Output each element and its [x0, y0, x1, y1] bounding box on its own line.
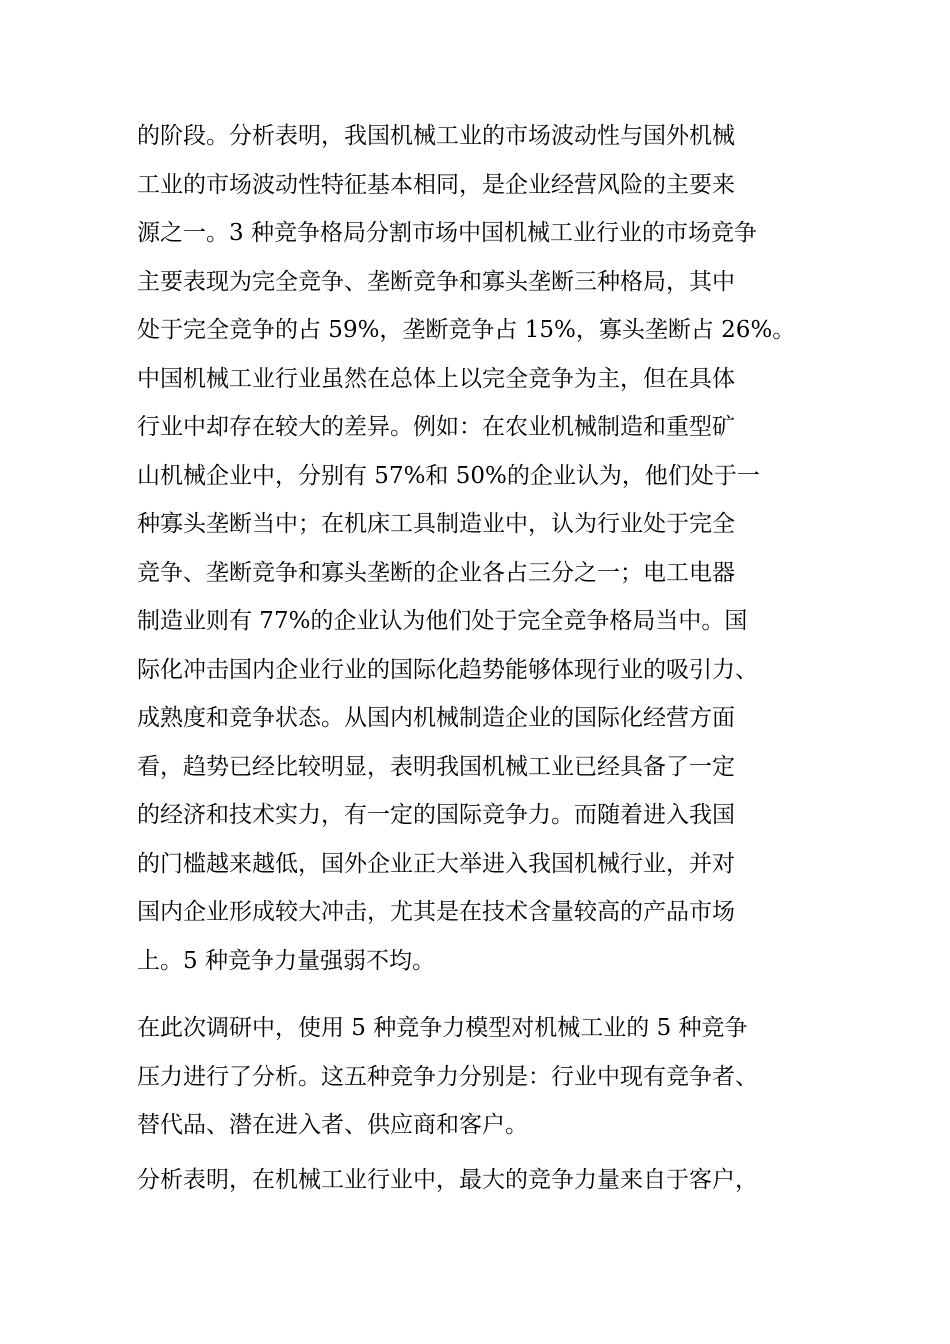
text-line: 在此次调研中，使用 5 种竞争力模型对机械工业的 5 种竞争 [137, 1015, 748, 1041]
text-line: 主要表现为完全竞争、垄断竞争和寡头垄断三种格局，其中 [137, 268, 735, 295]
text-line: 看，趋势已经比较明显，表明我国机械工业已经具备了一定 [137, 753, 735, 780]
paragraph-2 [137, 1004, 827, 1150]
text-line: 制造业则有 77%的企业认为他们处于完全竞争格局当中。国 [137, 608, 748, 634]
text-line: 工业的市场波动性特征基本相同，是企业经营风险的主要来 [137, 171, 735, 198]
text-line: 的经济和技术实力，有一定的国际竞争力。而随着进入我国 [137, 802, 735, 828]
text-line: 国内企业形成较大冲击，尤其是在技术含量较高的产品市场 [137, 899, 735, 925]
paragraph-3 [137, 1156, 827, 1205]
text-line: 种寡头垄断当中；在机床工具制造业中，认为行业处于完全 [137, 511, 735, 537]
text-line: 山机械企业中，分别有 57%和 50%的企业认为，他们处于一 [137, 462, 760, 489]
text-line: 的门槛越来越低，国外企业正大举进入我国机械行业，并对 [137, 850, 735, 877]
text-line: 际化冲击国内企业行业的国际化趋势能够体现行业的吸引力、 [137, 656, 758, 683]
text-line: 上。5 种竞争力量强弱不均。 [137, 947, 435, 974]
text-line: 的阶段。分析表明，我国机械工业的市场波动性与国外机械 [137, 123, 735, 149]
text-line: 源之一。3 种竞争格局分割市场中国机械工业行业的市场竞争 [137, 220, 757, 246]
text-line: 压力进行了分析。这五种竞争力分别是：行业中现有竞争者、 [137, 1063, 758, 1090]
text-line: 竞争、垄断竞争和寡头垄断的企业各占三分之一；电工电器 [137, 559, 735, 586]
text-line: 替代品、潜在进入者、供应商和客户。 [137, 1112, 528, 1138]
text-line: 处于完全竞争的占 59%，垄断竞争占 15%，寡头垄断占 26%。 [137, 317, 796, 343]
text-line: 成熟度和竞争状态。从国内机械制造企业的国际化经营方面 [137, 705, 735, 731]
paragraph-1 [137, 112, 827, 985]
text-line: 分析表明，在机械工业行业中，最大的竞争力量来自于客户， [137, 1167, 758, 1193]
text-line: 行业中却存在较大的差异。例如：在农业机械制造和重型矿 [137, 414, 735, 440]
text-line: 中国机械工业行业虽然在总体上以完全竞争为主，但在具体 [137, 365, 735, 392]
